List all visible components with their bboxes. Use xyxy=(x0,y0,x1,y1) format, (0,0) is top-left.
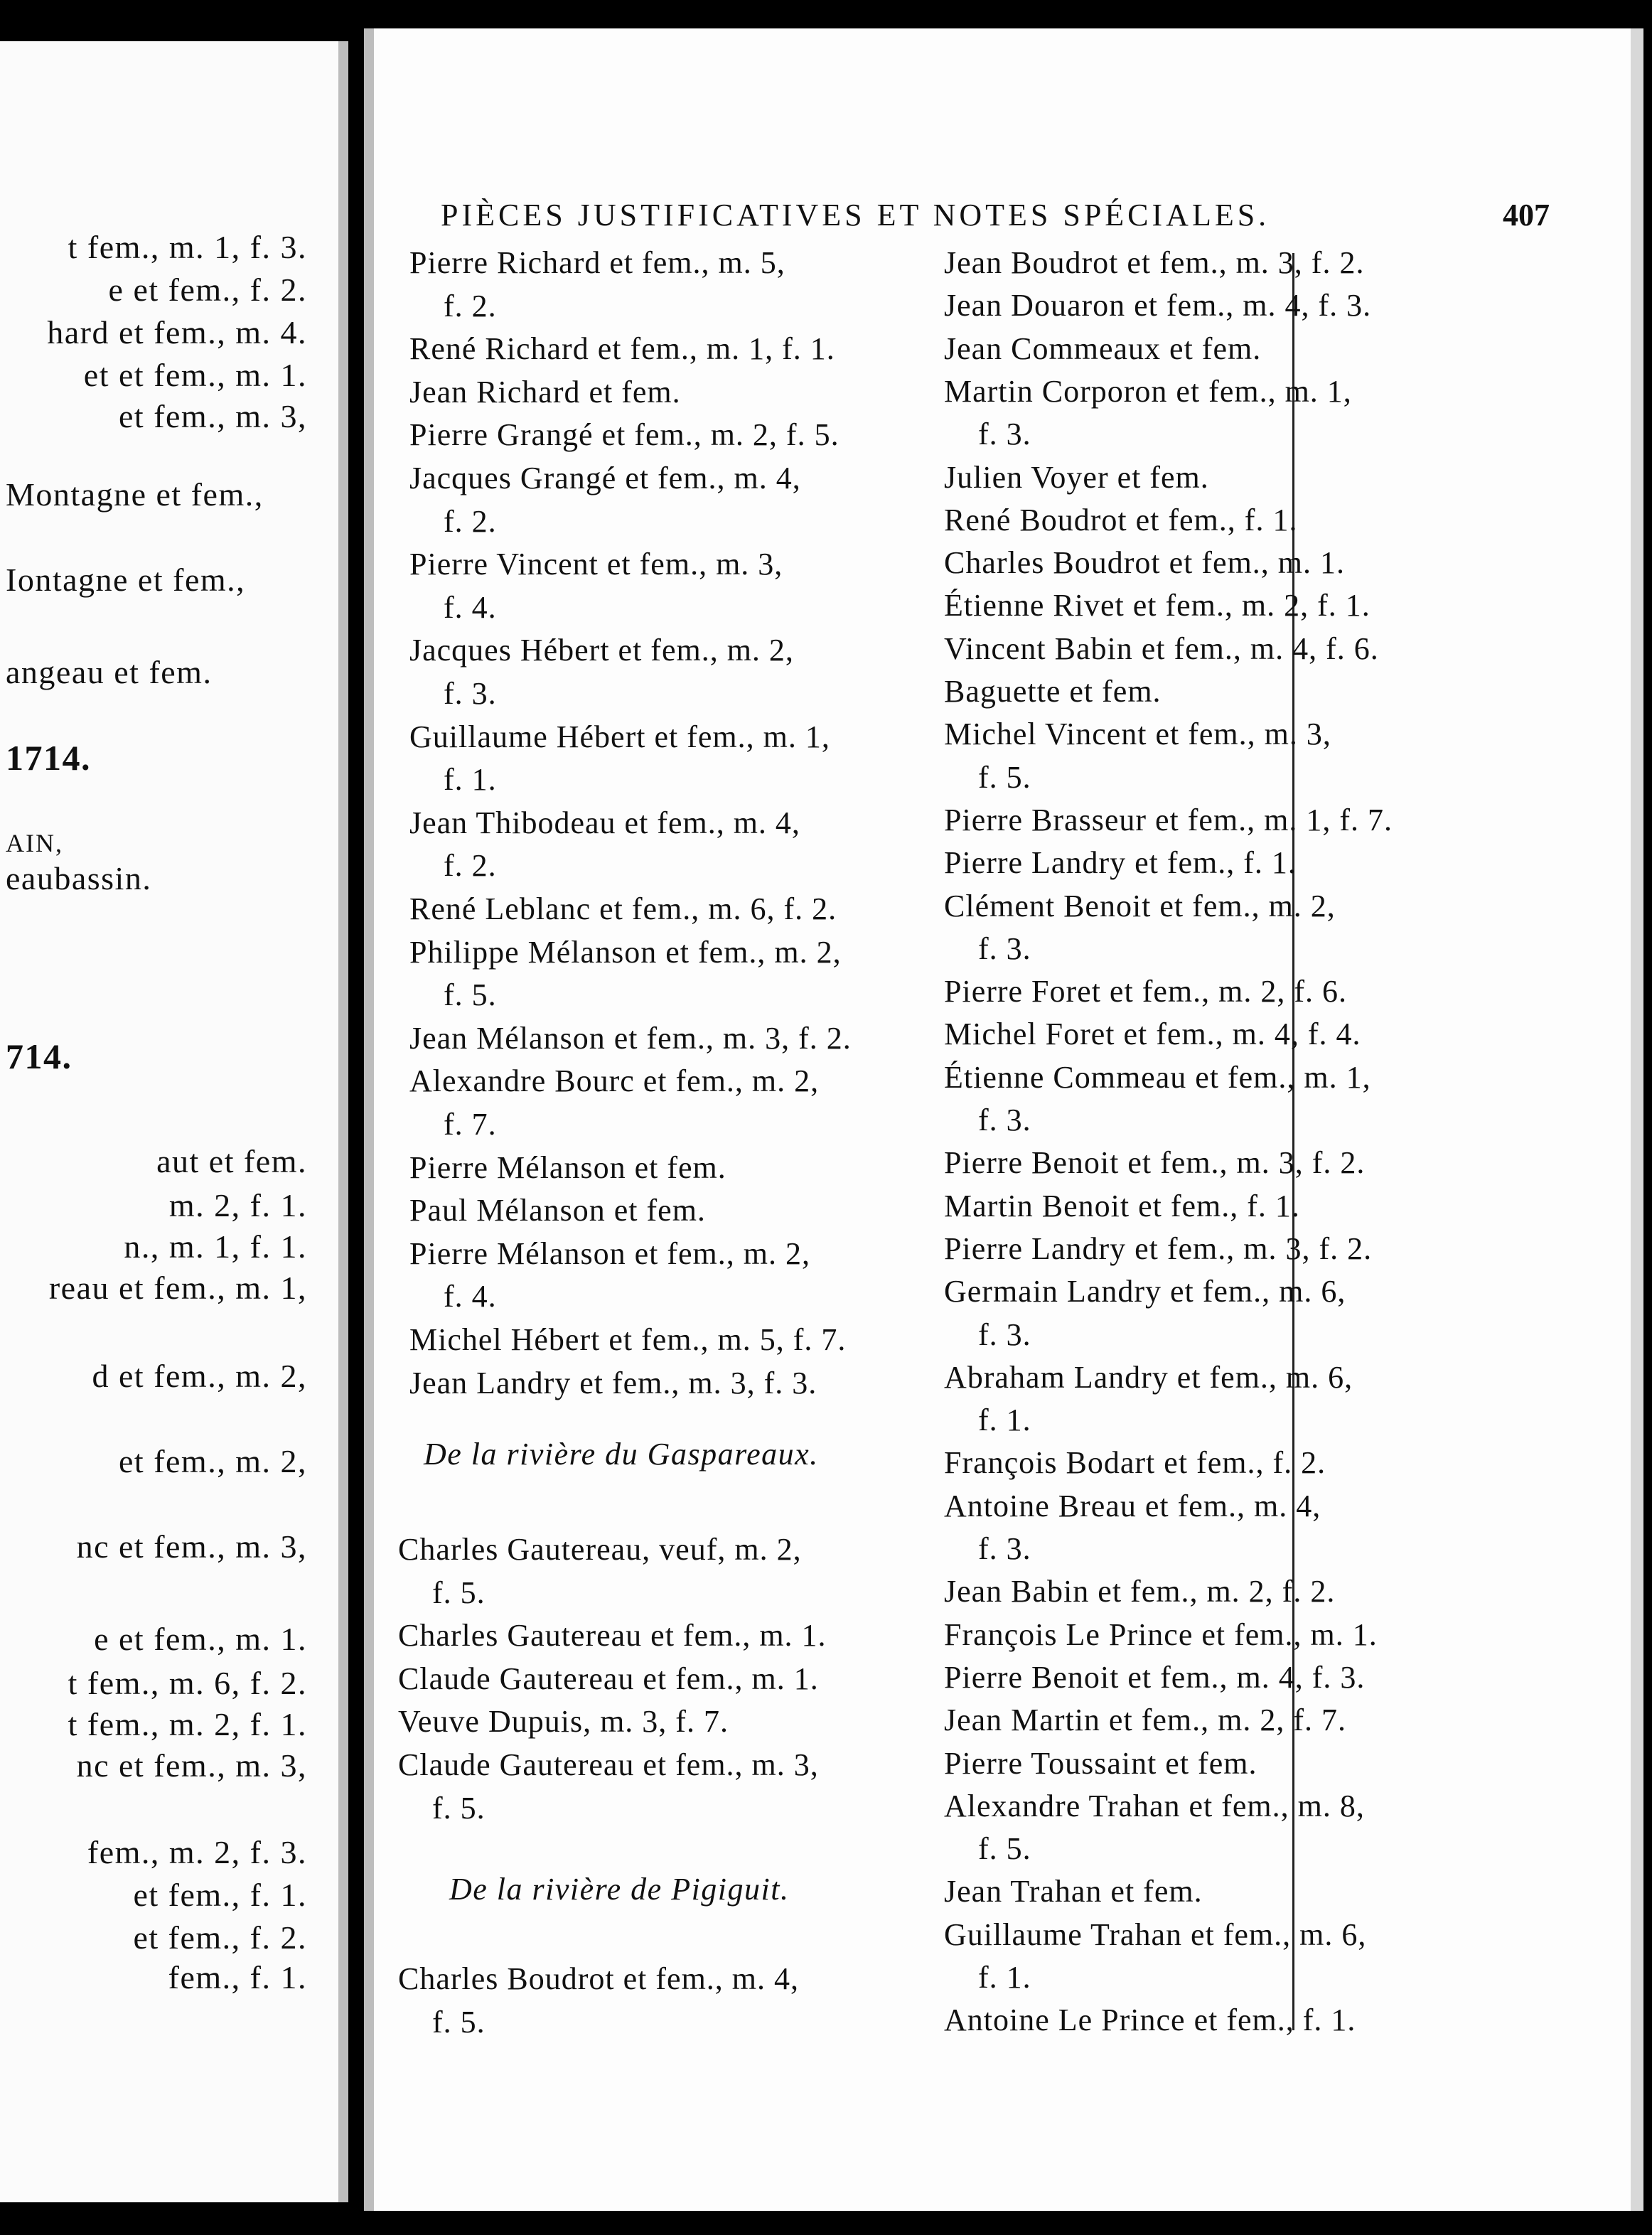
fragment-line: et fem., m. 2, xyxy=(119,1443,307,1479)
entry-line: Claude Gautereau et fem., m. 1. xyxy=(398,1661,819,1696)
entry-line: Pierre Brasseur et fem., m. 1, f. 7. xyxy=(944,802,1393,837)
entry-line: f. 3. xyxy=(978,1531,1031,1566)
entry-line: Pierre Benoit et fem., m. 4, f. 3. xyxy=(944,1659,1366,1695)
running-head xyxy=(441,191,1550,240)
fragment-line: fem., f. 1. xyxy=(168,1959,307,1995)
entry-line: Jean Trahan et fem. xyxy=(944,1874,1203,1909)
entry-line: f. 5. xyxy=(432,1790,486,1826)
entry-line: Étienne Rivet et fem., m. 2, f. 1. xyxy=(944,588,1371,623)
entry-line: f. 3. xyxy=(978,417,1031,452)
entry-line: Guillaume Trahan et fem., m. 6, xyxy=(944,1917,1367,1952)
entry-line: f. 5. xyxy=(444,977,497,1013)
entry-line: Jacques Grangé et fem., m. 4, xyxy=(409,461,801,495)
entry-line: François Le Prince et fem., m. 1. xyxy=(944,1617,1378,1652)
fragment-line: m. 2, f. 1. xyxy=(168,1187,307,1223)
running-head-title: PIÈCES JUSTIFICATIVES ET NOTES SPÉCIALES. xyxy=(441,198,1270,232)
entry-line: Jean Commeaux et fem. xyxy=(944,331,1262,366)
entry-line: f. 4. xyxy=(444,589,497,625)
entry-line: f. 3. xyxy=(978,931,1031,966)
fragment-line: aut et fem. xyxy=(156,1143,307,1179)
entry-line: Jean Richard et fem. xyxy=(409,374,681,409)
entry-line: Jean Douaron et fem., m. 4, f. 3. xyxy=(944,288,1372,323)
entry-line: f. 1. xyxy=(978,1960,1031,1995)
entry-line: Antoine Breau et fem., m. 4, xyxy=(944,1488,1321,1523)
entry-line: Pierre Landry et fem., f. 1. xyxy=(944,845,1297,881)
entry-line: Guillaume Hébert et fem., m. 1, xyxy=(409,719,830,754)
entry-line: Michel Foret et fem., m. 4, f. 4. xyxy=(944,1017,1361,1052)
fragment-line: t fem., m. 2, f. 1. xyxy=(68,1706,307,1742)
entry-line: Alexandre Bourc et fem., m. 2, xyxy=(409,1063,820,1099)
entry-line: f. 5. xyxy=(978,759,1031,795)
entry-line: Jean Mélanson et fem., m. 3, f. 2. xyxy=(409,1020,852,1056)
entry-line: f. 5. xyxy=(978,1831,1031,1867)
entry-line: Pierre Vincent et fem., m. 3, xyxy=(409,547,783,582)
fragment-line: Iontagne et fem., xyxy=(6,562,246,598)
entry-line: Pierre Richard et fem., m. 5, xyxy=(409,245,785,280)
entry-line: f. 2. xyxy=(444,503,497,539)
fragment-line: t fem., m. 1, f. 3. xyxy=(68,229,307,265)
entry-line: Martin Benoit et fem., f. 1. xyxy=(944,1188,1300,1223)
entry-line: f. 5. xyxy=(432,2004,486,2040)
fragment-line: fem., m. 2, f. 3. xyxy=(87,1834,307,1870)
entry-line: René Richard et fem., m. 1, f. 1. xyxy=(409,331,835,367)
fragment-line: nc et fem., m. 3, xyxy=(76,1528,307,1565)
entry-line: f. 4. xyxy=(444,1279,497,1314)
entry-line: Charles Boudrot et fem., m. 1. xyxy=(944,545,1346,581)
section-heading-pigiguit: De la rivière de Pigiguit. xyxy=(449,1872,790,1907)
entry-line: Jean Landry et fem., m. 3, f. 3. xyxy=(409,1365,817,1400)
fragment-line: et et fem., m. 1. xyxy=(83,357,307,393)
fragment-line: e et fem., m. 1. xyxy=(94,1621,307,1657)
entry-line: Pierre Benoit et fem., m. 3, f. 2. xyxy=(944,1145,1366,1181)
right-page xyxy=(364,28,1643,2211)
entry-line: Étienne Commeau et fem., m. 1, xyxy=(944,1059,1371,1095)
section-heading-gaspareaux: De la rivière du Gaspareaux. xyxy=(424,1437,819,1472)
page-gutter xyxy=(338,41,348,2202)
entry-line: Michel Hébert et fem., m. 5, f. 7. xyxy=(409,1322,847,1357)
fragment-line: e et fem., f. 2. xyxy=(108,272,307,308)
fragment-line: Montagne et fem., xyxy=(6,476,264,513)
fragment-line: 714. xyxy=(6,1036,73,1076)
entry-line: Julien Voyer et fem. xyxy=(944,459,1209,495)
entry-line: Pierre Mélanson et fem., m. 2, xyxy=(409,1236,810,1271)
entry-line: François Bodart et fem., f. 2. xyxy=(944,1445,1326,1481)
entry-line: Alexandre Trahan et fem., m. 8, xyxy=(944,1788,1365,1823)
entry-line: f. 1. xyxy=(978,1403,1031,1438)
entry-line: Germain Landry et fem., m. 6, xyxy=(944,1274,1346,1309)
entry-line: f. 1. xyxy=(444,762,497,798)
fragment-line: eaubassin. xyxy=(6,860,152,896)
fragment-line: et fem., f. 2. xyxy=(133,1919,307,1956)
entry-line: f. 3. xyxy=(978,1317,1031,1352)
page-edge xyxy=(1631,28,1643,2211)
fragment-line: t fem., m. 6, f. 2. xyxy=(68,1665,307,1701)
entry-line: Jean Martin et fem., m. 2, f. 7. xyxy=(944,1703,1346,1738)
entry-line: Pierre Mélanson et fem. xyxy=(409,1149,726,1185)
entry-line: Charles Gautereau, veuf, m. 2, xyxy=(398,1532,802,1567)
entry-line: f. 2. xyxy=(444,288,497,323)
fragment-line: reau et fem., m. 1, xyxy=(48,1270,307,1306)
entry-line: Baguette et fem. xyxy=(944,674,1162,709)
fragment-line: et fem., f. 1. xyxy=(133,1877,307,1913)
entry-line: Abraham Landry et fem., m. 6, xyxy=(944,1359,1353,1395)
entry-line: Jean Thibodeau et fem., m. 4, xyxy=(409,805,800,840)
entry-line: Veuve Dupuis, m. 3, f. 7. xyxy=(398,1704,729,1740)
entry-line: Pierre Grangé et fem., m. 2, f. 5. xyxy=(409,417,840,453)
entry-line: Charles Gautereau et fem., m. 1. xyxy=(398,1618,827,1654)
entry-line: Claude Gautereau et fem., m. 3, xyxy=(398,1747,819,1782)
fragment-line: angeau et fem. xyxy=(6,654,213,690)
entry-line: f. 7. xyxy=(444,1107,497,1142)
entry-line: Michel Vincent et fem., m. 3, xyxy=(944,717,1331,752)
entry-line: Clément Benoit et fem., m. 2, xyxy=(944,888,1336,923)
fragment-line: 1714. xyxy=(6,738,91,778)
page-spine xyxy=(364,28,374,2211)
fragment-line: AIN, xyxy=(6,829,63,857)
fragment-line: d et fem., m. 2, xyxy=(92,1358,307,1394)
entry-line: f. 5. xyxy=(432,1575,486,1610)
entry-line: Pierre Toussaint et fem. xyxy=(944,1745,1257,1781)
entry-line: Jacques Hébert et fem., m. 2, xyxy=(409,633,794,668)
entry-line: f. 3. xyxy=(444,676,497,711)
entry-line: Pierre Landry et fem., m. 3, f. 2. xyxy=(944,1231,1373,1266)
fragment-line: nc et fem., m. 3, xyxy=(76,1747,307,1784)
fragment-line: n., m. 1, f. 1. xyxy=(124,1228,307,1265)
fragment-line: et fem., m. 3, xyxy=(119,398,307,434)
fragment-line: hard et fem., m. 4. xyxy=(47,314,307,350)
entry-line: Antoine Le Prince et fem., f. 1. xyxy=(944,2003,1356,2038)
entry-line: Pierre Foret et fem., m. 2, f. 6. xyxy=(944,974,1347,1009)
entry-line: Jean Babin et fem., m. 2, f. 2. xyxy=(944,1574,1336,1609)
entry-line: Jean Boudrot et fem., m. 3, f. 2. xyxy=(944,245,1365,280)
entry-line: f. 2. xyxy=(444,848,497,884)
entry-line: René Leblanc et fem., m. 6, f. 2. xyxy=(409,891,837,926)
entry-line: Vincent Babin et fem., m. 4, f. 6. xyxy=(944,631,1379,666)
left-page xyxy=(0,41,348,2202)
entry-line: Philippe Mélanson et fem., m. 2, xyxy=(409,934,842,970)
entry-line: f. 3. xyxy=(978,1103,1031,1137)
entry-line: René Boudrot et fem., f. 1. xyxy=(944,502,1298,537)
entry-line: Charles Boudrot et fem., m. 4, xyxy=(398,1961,800,1996)
page-number: 407 xyxy=(1503,198,1550,232)
entry-line: Martin Corporon et fem., m. 1, xyxy=(944,373,1352,409)
entry-line: Paul Mélanson et fem. xyxy=(409,1193,706,1228)
